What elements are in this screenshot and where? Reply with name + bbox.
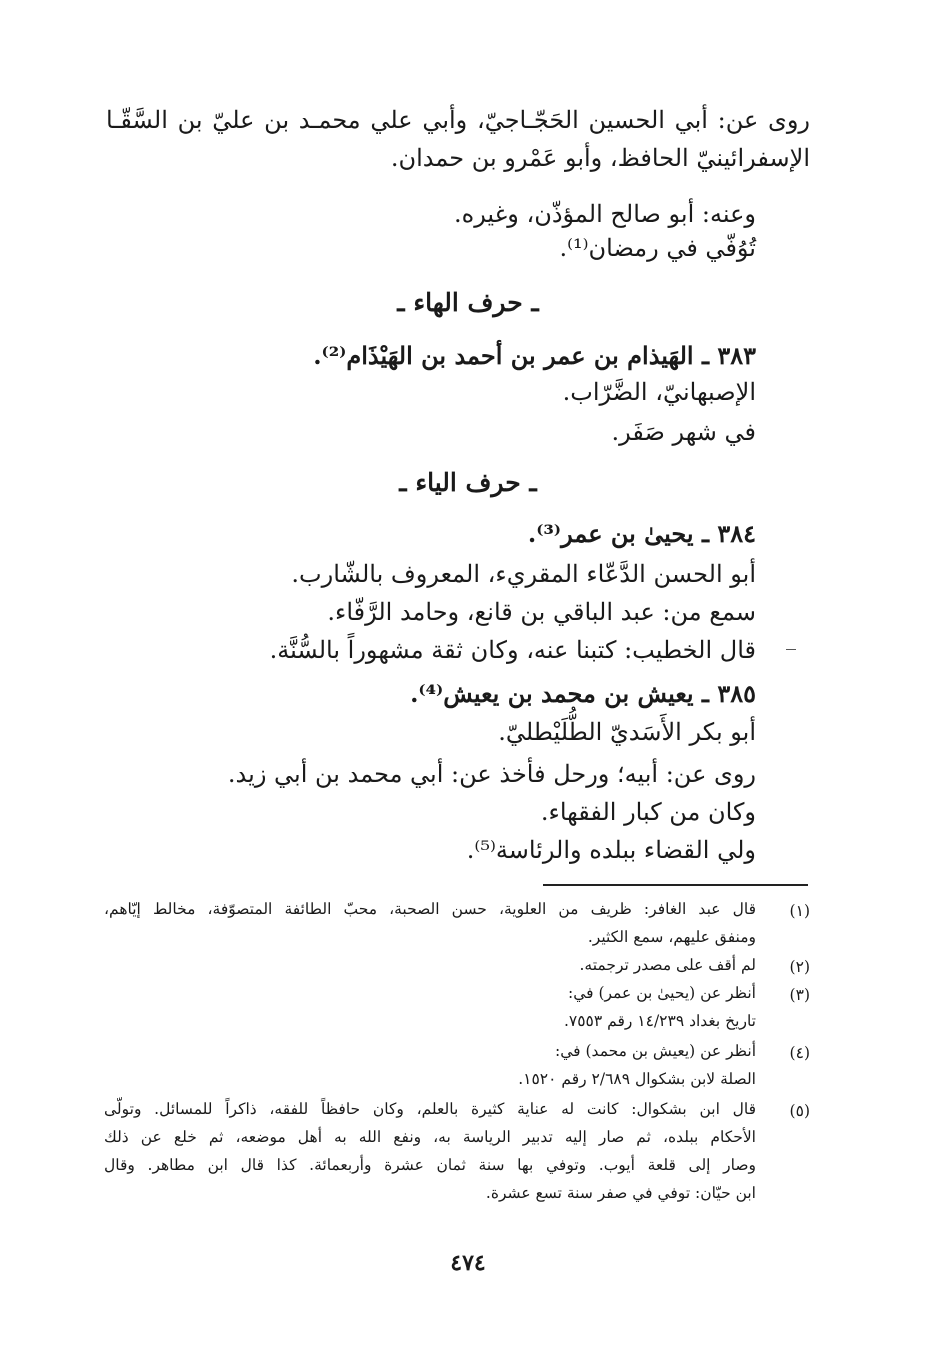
body-line: الإصبهانيّ، الضَّرّاب. <box>562 378 756 406</box>
footnote-number: (٤) <box>789 1044 810 1062</box>
footnote-text: ابن حيّان: توفي في صفر سنة تسع عشرة. <box>485 1184 756 1202</box>
section-heading-ya: ـ حرف الياء ـ <box>399 468 537 497</box>
footnote-text: ومنفق عليهم، سمع الكثير. <box>587 928 756 946</box>
footnote-text: الأحكام ببلده، ثم صار إليه تدبير الرياسة به، ونفع الله به أهل موضعه، ثم خلع عن ذلك <box>104 1128 756 1146</box>
footnote-text: أنظر عن (يعيش بن محمد) في: <box>555 1042 756 1060</box>
page-number: ٤٧٤ <box>450 1250 486 1276</box>
body-line: أبو بكر الأَسَديّ الطُّلَيْطليّ. <box>498 718 756 746</box>
body-line: وعنه: أبو صالح المؤذّن، وغيره. <box>453 200 756 228</box>
entry-384-title: ٣٨٤ ـ يحيىٰ بن عمر⁽³⁾. <box>527 519 756 548</box>
footnote-text: أنظر عن (يحيىٰ بن عمر) في: <box>567 984 756 1002</box>
body-line: في شهر صَفَر. <box>611 418 756 446</box>
footnote-number: (٥) <box>789 1102 810 1120</box>
footnote-text: قال ابن بشكوال: كانت له عناية كثيرة بالعلم، وكان حافظاً للفقه، ذاكراً للمسائل. وتولّى <box>104 1100 756 1118</box>
body-line: سمع من: عبد الباقي بن قانع، وحامد الرَّفّاء. <box>327 598 756 626</box>
footnote-text: الصلة لابن بشكوال ٢/٦٨٩ رقم ١٥٢٠. <box>518 1070 756 1088</box>
entry-385-title: ٣٨٥ ـ يعيش بن محمد بن يعيش⁽⁴⁾. <box>410 679 756 708</box>
body-line: وكان من كبار الفقهاء. <box>540 798 756 826</box>
body-line: روى عن: أبي الحسين الحَجّـاجيّ، وأبي علي محمـد بن عليّ بن السَّقّـا <box>106 106 810 134</box>
section-heading-ha: ـ حرف الهاء ـ <box>397 288 539 317</box>
body-line: ولي القضاء ببلده والرئاسة⁽⁵⁾. <box>466 836 756 864</box>
body-line: تُوُفّي في رمضان⁽¹⁾. <box>559 234 756 262</box>
footnote-text: لم أقف على مصدر ترجمته. <box>579 956 756 974</box>
body-line: أبو الحسن الدَّعّاء المقريء، المعروف بالشّارب. <box>291 560 756 588</box>
footnote-number: (٣) <box>789 986 810 1004</box>
footnote-number: (١) <box>789 902 810 920</box>
body-line: روى عن: أبيه؛ ورحل فأخذ عن: أبي محمد بن أبي زيد. <box>227 760 756 788</box>
footnote-text: تاريخ بغداد ١٤/٢٣٩ رقم ٧٥٥٣. <box>563 1012 756 1030</box>
footnote-number: (٢) <box>789 958 810 976</box>
footnote-text: وصار إلى قلعة أيوب. وتوفي بها سنة ثمان عشرة وأربعمائة. كذا قال ابن مطاهر. وقال <box>104 1156 756 1174</box>
footnote-text: قال عبد الغافر: ظريف من العلوية، حسن الصحبة، محبّ الطائفة المتصوّفة، مخالط إيّاهم، <box>104 900 756 918</box>
footnote-separator <box>543 884 808 886</box>
margin-mark <box>786 649 796 650</box>
body-line: قال الخطيب: كتبنا عنه، وكان ثقة مشهوراً بالسُّنَّة. <box>269 636 756 664</box>
entry-383-title: ٣٨٣ ـ الهَيذام بن عمر بن أحمد بن الهَيْذَام⁽²⁾. <box>313 341 756 370</box>
body-line: الإسفرائينيّ الحافظ، وأبو عَمْرو بن حمدان. <box>390 144 810 172</box>
